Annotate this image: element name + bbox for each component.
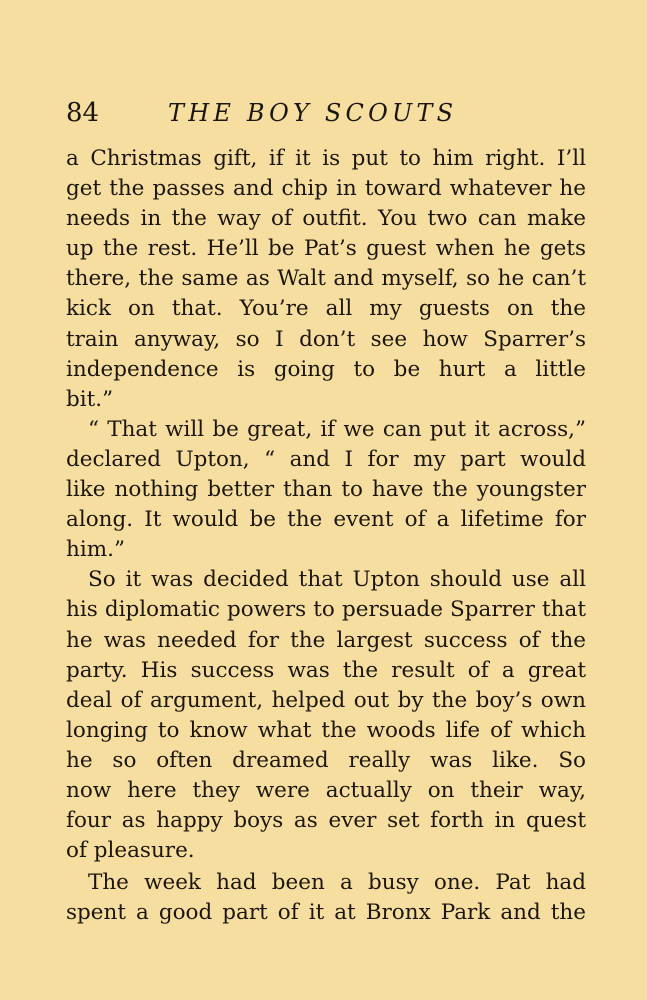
text-line: now here they were actually on their way, [66,777,586,803]
text-line: him.” [66,537,125,563]
text-line: independence is going to be hurt a little [66,356,586,382]
running-title: THE BOY SCOUTS [168,99,458,127]
text-line: like nothing better than to have the youngster [66,477,586,503]
text-line: party. His success was the result of a great [66,657,586,683]
text-line: get the passes and chip in toward whatever he [66,176,586,202]
page-number: 84 [66,98,100,128]
text-line: “ That will be great, if we can put it across,” [88,416,586,442]
text-line: longing to know what the woods life of which [66,717,586,743]
text-line: The week had been a busy one. Pat had [88,870,586,896]
text-line: his diplomatic powers to persuade Sparrer that [66,597,586,623]
text-line: there, the same as Walt and myself, so he can’t [66,266,586,292]
text-line: up the rest. He’ll be Pat’s guest when he gets [66,236,586,262]
text-line: spent a good part of it at Bronx Park and the [66,900,586,926]
text-line: kick on that. You’re all my guests on the [66,296,586,322]
text-line: a Christmas gift, if it is put to him right. I’ll [66,146,586,171]
text-line: four as happy boys as ever set forth in quest [66,808,586,834]
body-text [66,144,586,928]
text-line: deal of argument, helped out by the boy’s own [66,687,586,713]
text-line: of pleasure. [66,838,195,864]
text-line: train anyway, so I don’t see how Sparrer’s [66,326,586,352]
text-line: So it was decided that Upton should use all [88,567,586,593]
text-line: he was needed for the largest success of the [66,627,586,653]
text-line: needs in the way of outfit. You two can make [66,206,586,232]
text-line: declared Upton, “ and I for my part would [66,446,586,472]
text-line: he so often dreamed really was like. So [66,747,586,773]
text-line: bit.” [66,386,114,412]
text-line: along. It would be the event of a lifetime for [66,507,586,533]
running-head [66,96,586,130]
